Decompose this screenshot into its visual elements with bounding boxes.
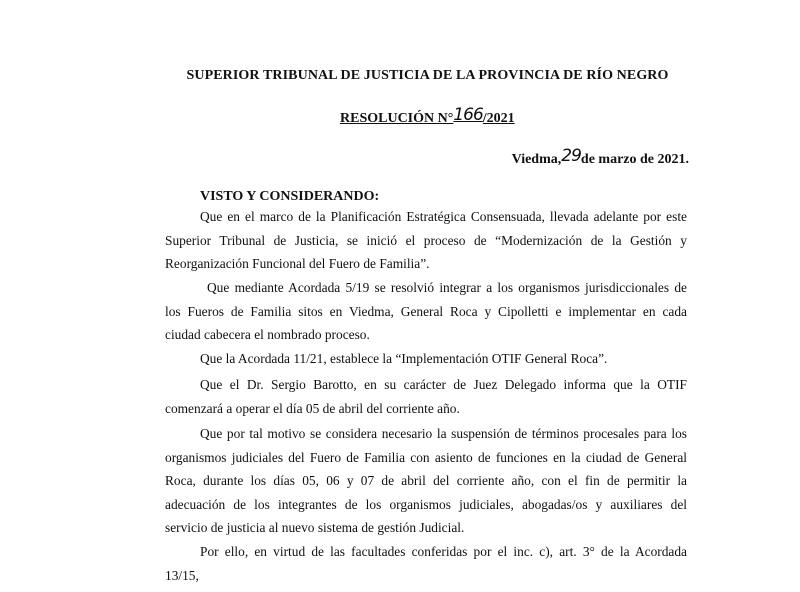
resolution-heading <box>340 107 515 127</box>
paragraph-3 <box>165 347 687 371</box>
resolution-suffix: /2021 <box>482 111 515 126</box>
paragraph-1 <box>165 205 687 276</box>
resolution-prefix: RESOLUCIÓN N° <box>340 111 454 126</box>
place: Viedma, <box>511 152 562 167</box>
place-date <box>512 148 689 168</box>
paragraph-4 <box>165 373 687 420</box>
paragraph-5 <box>165 422 687 540</box>
paragraph-line: 13/15, <box>165 567 199 583</box>
paragraph-line: Reorganización Funcional del Fuero de Familia”. <box>165 256 430 271</box>
paragraph-line: servicio de justicia al nuevo sistema de gestión Judicial. <box>165 520 465 535</box>
date-rest: de marzo de 2021. <box>580 152 689 167</box>
paragraph-line: comenzará a operar el día 05 de abril del corriente año. <box>165 400 460 416</box>
paragraph-2 <box>165 276 687 347</box>
paragraph-line: Que la Acordada 11/21, establece la “Implementación OTIF General Roca”. <box>200 351 608 366</box>
paragraph-line: Que el Dr. Sergio Barotto, en su carácter de Juez Delegado informa que la OTIF <box>200 377 687 392</box>
paragraph-line: Por ello, en virtud de las facultades conferidas por el inc. c), art. 3° de la Acordada <box>200 544 687 559</box>
paragraph-line: ciudad cabecera el nombrado proceso. <box>165 327 370 342</box>
resolution-number-handwritten: 166 <box>453 105 483 125</box>
paragraph-line: organismos judiciales del Fuero de Familia con asiento de funciones en la ciudad de General <box>165 449 687 465</box>
paragraph-line: Que en el marco de la Planificación Estratégica Consensuada, llevada adelante por este <box>200 209 687 224</box>
paragraph-line: adecuación de los integrantes de los organismos judiciales, abogadas/os y auxiliares del <box>165 496 687 512</box>
paragraph-line: Que por tal motivo se considera necesario la suspensión de términos procesales para los <box>200 426 687 441</box>
court-title: SUPERIOR TRIBUNAL DE JUSTICIA DE LA PROVINCIA DE RÍO NEGRO <box>186 68 669 83</box>
visto-heading: VISTO Y CONSIDERANDO: <box>200 189 380 204</box>
paragraph-6 <box>165 540 687 587</box>
paragraph-line: Roca, durante los días 05, 06 y 07 de abril del corriente año, con el fin de permitir la <box>165 473 687 488</box>
day-handwritten: 29 <box>561 146 581 166</box>
paragraph-line: los Fueros de Familia sitos en Viedma, General Roca y Cipolletti e implementar en cada <box>165 303 687 319</box>
paragraph-line: Que mediante Acordada 5/19 se resolvió integrar a los organismos jurisdiccionales de <box>207 280 687 295</box>
paragraph-line: Superior Tribunal de Justicia, se inició el proceso de “Modernización de la Gestión y <box>165 232 687 248</box>
